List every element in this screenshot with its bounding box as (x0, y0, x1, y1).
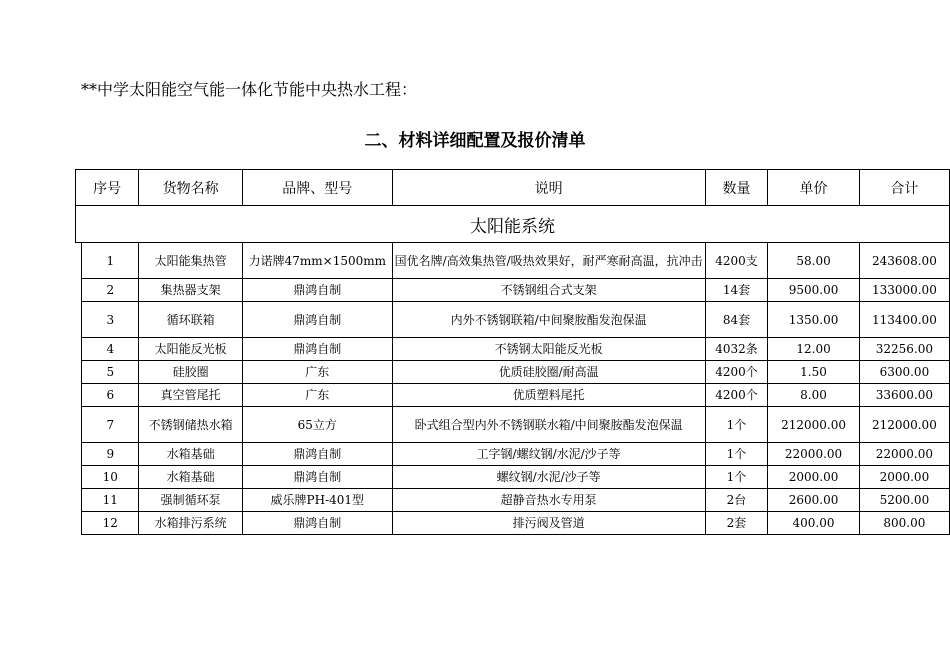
row-qty: 84套 (705, 302, 768, 338)
row-price: 58.00 (768, 243, 859, 279)
row-total: 5200.00 (859, 489, 949, 512)
table-row (76, 243, 950, 279)
row-desc: 优质塑料尾托 (392, 384, 705, 407)
row-no: 5 (82, 361, 139, 384)
group-row (76, 206, 950, 243)
table-row (76, 384, 950, 407)
row-no: 7 (82, 407, 139, 443)
row-name: 强制循环泵 (139, 489, 243, 512)
row-no: 3 (82, 302, 139, 338)
row-price: 9500.00 (768, 279, 859, 302)
header-price: 单价 (768, 170, 859, 206)
row-brand: 鼎鸿自制 (243, 512, 393, 535)
row-brand: 65立方 (243, 407, 393, 443)
header-no: 序号 (76, 170, 139, 206)
row-total: 2000.00 (859, 466, 949, 489)
table-row (76, 302, 950, 338)
quote-table (75, 169, 950, 535)
table-row (76, 338, 950, 361)
row-desc: 优质硅胶圈/耐高温 (392, 361, 705, 384)
row-price: 1.50 (768, 361, 859, 384)
row-no: 1 (82, 243, 139, 279)
row-price: 212000.00 (768, 407, 859, 443)
header-desc: 说明 (392, 170, 705, 206)
row-qty: 4200个 (705, 361, 768, 384)
row-qty: 1个 (705, 443, 768, 466)
row-total: 33600.00 (859, 384, 949, 407)
row-qty: 1个 (705, 466, 768, 489)
row-no: 2 (82, 279, 139, 302)
header-qty: 数量 (705, 170, 768, 206)
row-price: 8.00 (768, 384, 859, 407)
group-title: 太阳能系统 (76, 206, 950, 243)
row-total: 6300.00 (859, 361, 949, 384)
row-desc: 卧式组合型内外不锈钢联水箱/中间聚胺酯发泡保温 (392, 407, 705, 443)
row-brand: 鼎鸿自制 (243, 302, 393, 338)
row-desc: 国优名牌/高效集热管/吸热效果好，耐严寒耐高温，抗冲击 (392, 243, 705, 279)
table-row (76, 279, 950, 302)
table-row (76, 466, 950, 489)
row-no: 6 (82, 384, 139, 407)
row-name: 水箱基础 (139, 466, 243, 489)
header-total: 合计 (859, 170, 949, 206)
row-desc: 内外不锈钢联箱/中间聚胺酯发泡保温 (392, 302, 705, 338)
row-name: 水箱排污系统 (139, 512, 243, 535)
row-no: 12 (82, 512, 139, 535)
row-name: 水箱基础 (139, 443, 243, 466)
row-total: 113400.00 (859, 302, 949, 338)
table-row (76, 512, 950, 535)
header-brand: 品牌、型号 (243, 170, 393, 206)
row-desc: 排污阀及管道 (392, 512, 705, 535)
row-total: 243608.00 (859, 243, 949, 279)
row-total: 212000.00 (859, 407, 949, 443)
row-qty: 4200个 (705, 384, 768, 407)
row-name: 循环联箱 (139, 302, 243, 338)
row-desc: 不锈钢组合式支架 (392, 279, 705, 302)
table-header-row (76, 170, 950, 206)
project-title: **中学太阳能空气能一体化节能中央热水工程： (81, 80, 418, 99)
row-qty: 2台 (705, 489, 768, 512)
header-name: 货物名称 (139, 170, 243, 206)
row-price: 1350.00 (768, 302, 859, 338)
row-name: 真空管尾托 (139, 384, 243, 407)
row-price: 22000.00 (768, 443, 859, 466)
row-no: 9 (82, 443, 139, 466)
row-qty: 1个 (705, 407, 768, 443)
row-name: 不锈钢储热水箱 (139, 407, 243, 443)
row-brand: 广东 (243, 361, 393, 384)
row-total: 22000.00 (859, 443, 949, 466)
row-price: 12.00 (768, 338, 859, 361)
row-brand: 鼎鸿自制 (243, 466, 393, 489)
row-desc: 工字钢/螺纹钢/水泥/沙子等 (392, 443, 705, 466)
row-brand: 力诺牌47mm×1500mm (243, 243, 393, 279)
table-row (76, 443, 950, 466)
row-price: 2600.00 (768, 489, 859, 512)
row-brand: 威乐牌PH-401型 (243, 489, 393, 512)
row-price: 2000.00 (768, 466, 859, 489)
row-no: 10 (82, 466, 139, 489)
row-brand: 鼎鸿自制 (243, 443, 393, 466)
row-brand: 鼎鸿自制 (243, 279, 393, 302)
row-qty: 2套 (705, 512, 768, 535)
row-desc: 不锈钢太阳能反光板 (392, 338, 705, 361)
row-total: 800.00 (859, 512, 949, 535)
row-qty: 4032条 (705, 338, 768, 361)
row-brand: 鼎鸿自制 (243, 338, 393, 361)
table-row (76, 407, 950, 443)
table-row (76, 489, 950, 512)
row-name: 硅胶圈 (139, 361, 243, 384)
section-title: 二、材料详细配置及报价清单 (364, 131, 586, 151)
row-desc: 螺纹钢/水泥/沙子等 (392, 466, 705, 489)
row-name: 太阳能反光板 (139, 338, 243, 361)
row-qty: 4200支 (705, 243, 768, 279)
table-row (76, 361, 950, 384)
row-total: 32256.00 (859, 338, 949, 361)
row-name: 太阳能集热管 (139, 243, 243, 279)
row-name: 集热器支架 (139, 279, 243, 302)
row-no: 11 (82, 489, 139, 512)
row-no: 4 (82, 338, 139, 361)
row-qty: 14套 (705, 279, 768, 302)
row-price: 400.00 (768, 512, 859, 535)
row-desc: 超静音热水专用泵 (392, 489, 705, 512)
row-total: 133000.00 (859, 279, 949, 302)
row-brand: 广东 (243, 384, 393, 407)
